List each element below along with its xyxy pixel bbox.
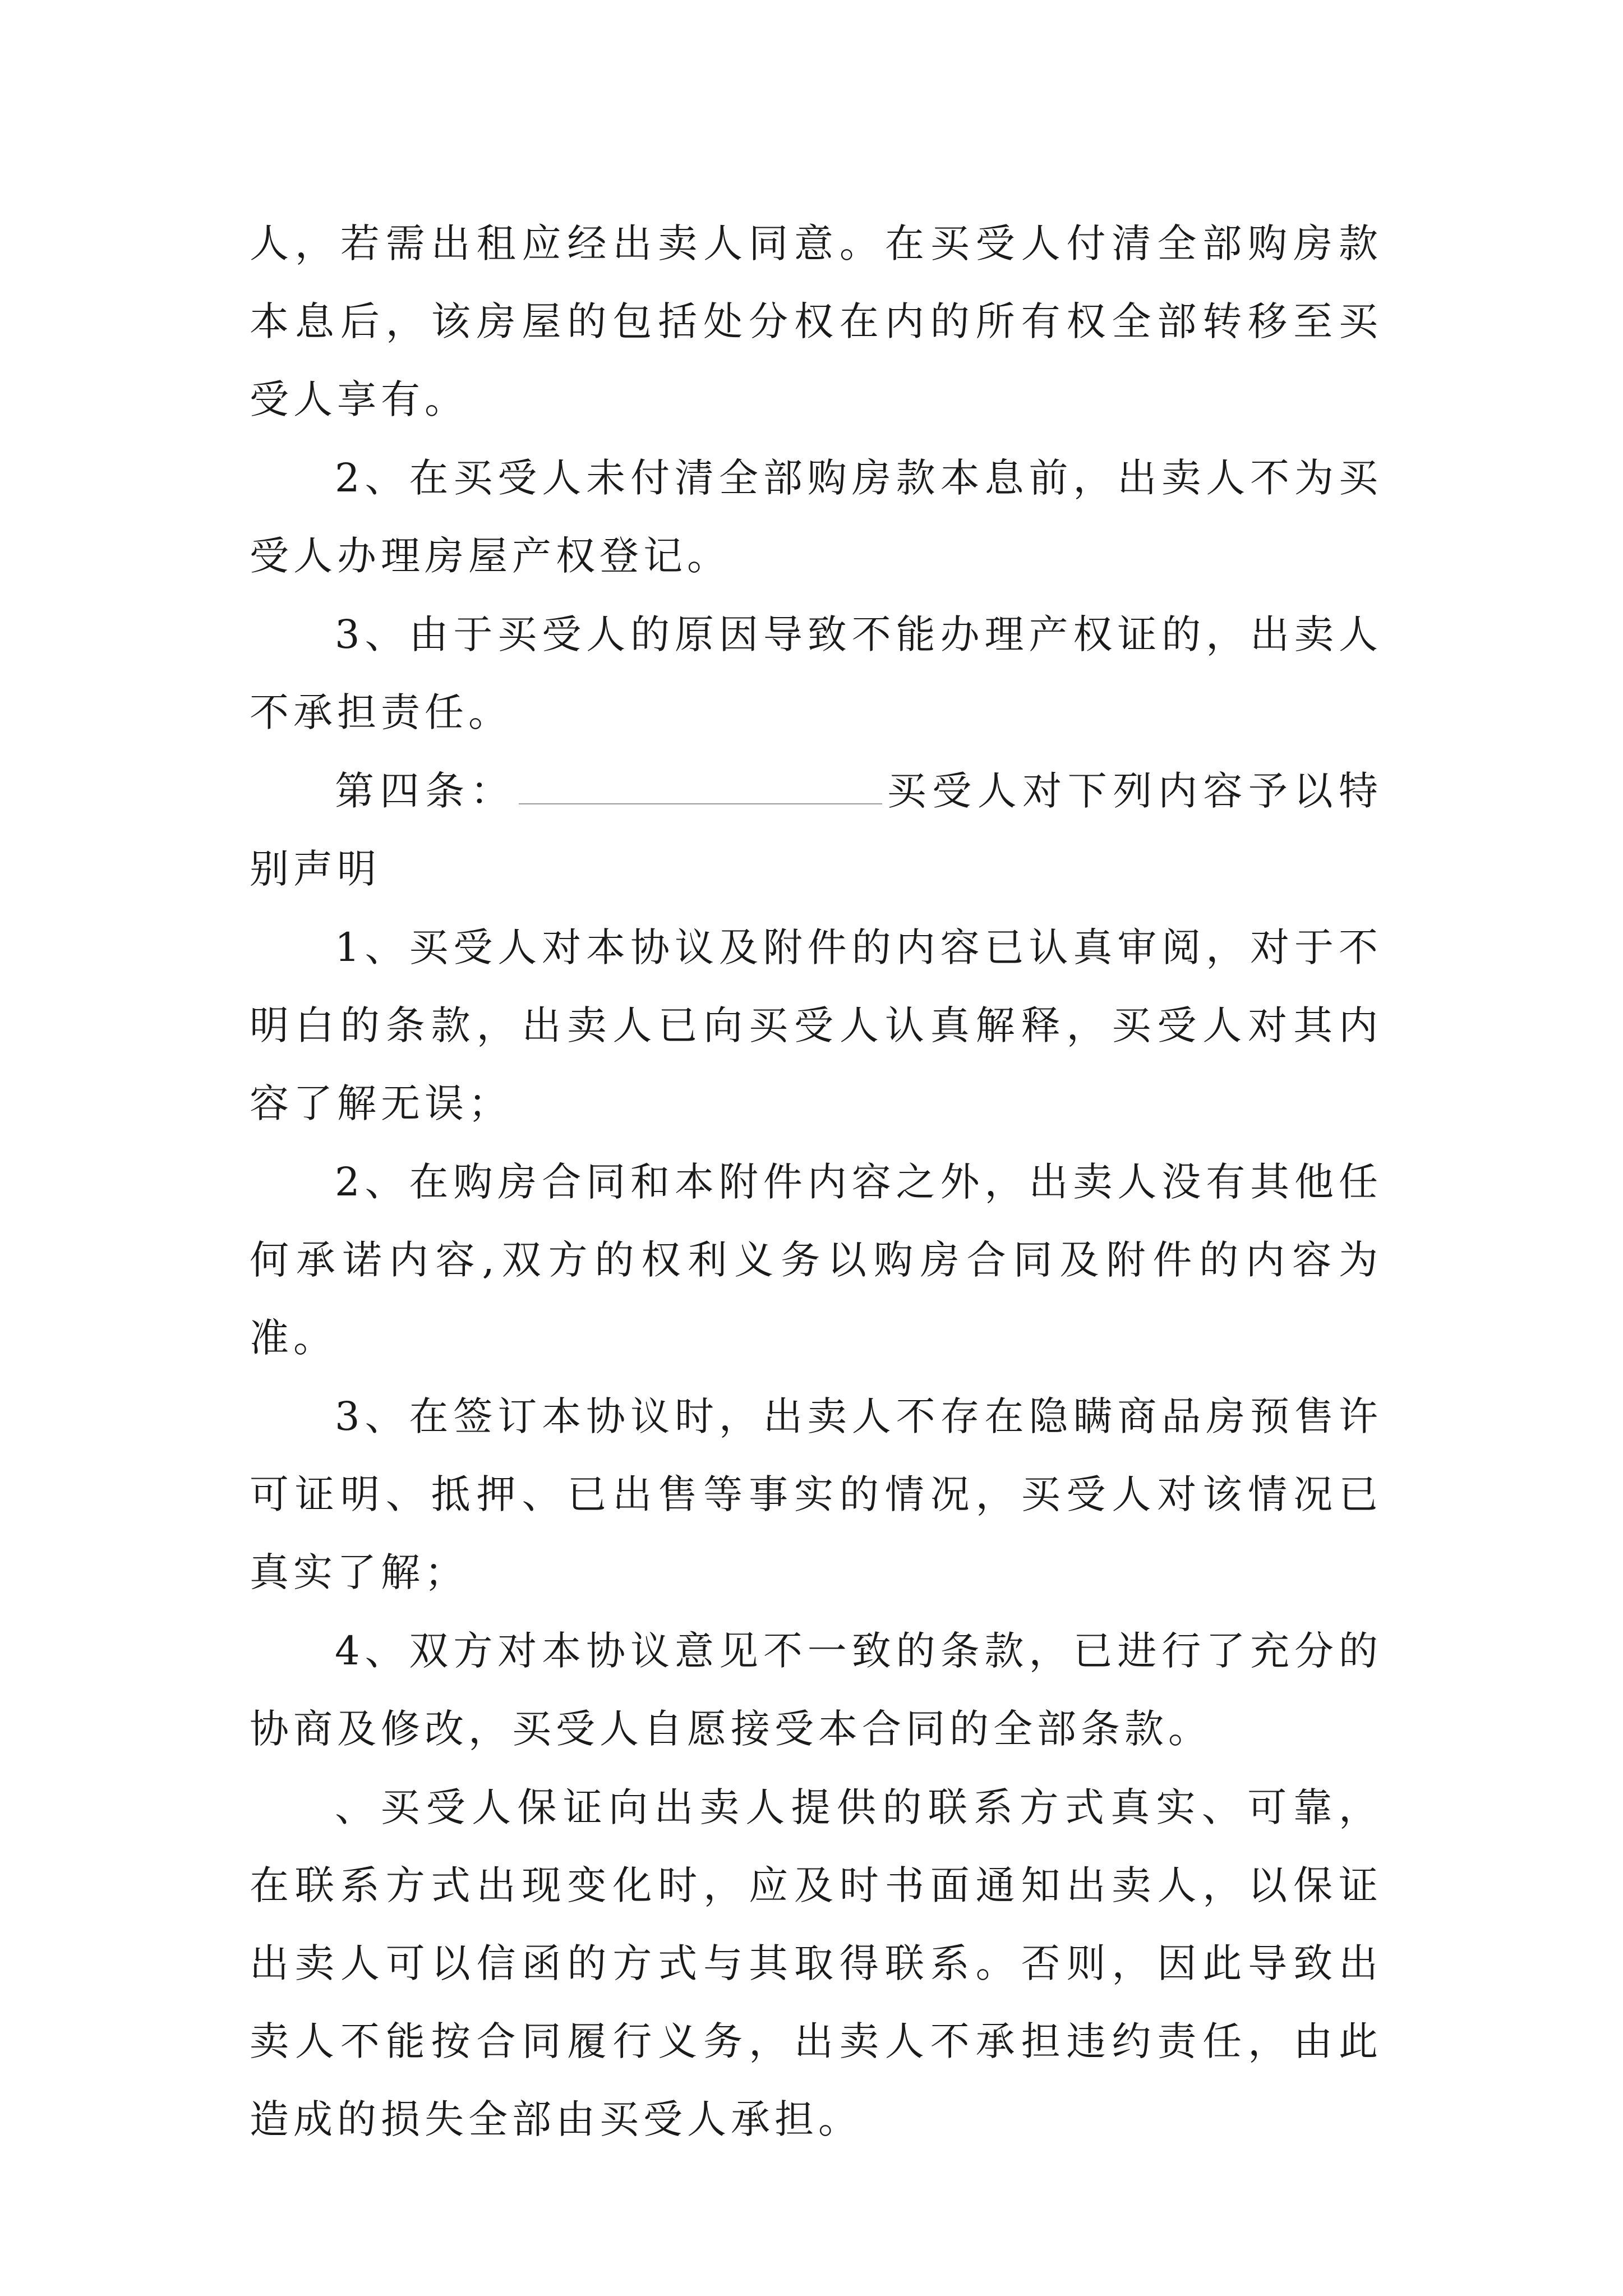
paragraph-1: 人，若需出租应经出卖人同意。在买受人付清全部购房款本息后，该房屋的包括处分权在内的所有权全部转移至买受人享有。 bbox=[250, 220, 1382, 422]
fill-in-blank bbox=[519, 764, 882, 804]
paragraph-3: 3、由于买受人的原因导致不能办理产权证的，出卖人不承担责任。 bbox=[250, 611, 1382, 735]
paragraph-7: 3、在签订本协议时，出卖人不存在隐瞒商品房预售许可证明、抵押、已出售等事实的情况，买受人对该情况已真实了解； bbox=[250, 1393, 1382, 1595]
article-4-suffix: 买受人对下列内容予以特别声明 bbox=[250, 768, 1383, 892]
paragraph-8: 4、双方对本协议意见不一致的条款，已进行了充分的协商及修改，买受人自愿接受本合同的全部条款。 bbox=[250, 1628, 1382, 1752]
paragraph-9: 、买受人保证向出卖人提供的联系方式真实、可靠，在联系方式出现变化时，应及时书面通知出卖人，以保证出卖人可以信函的方式与其取得联系。否则，因此导致出卖人不能按合同履行义务，出卖人不承担违约责任，由此造成的损失全部由买受人承担。 bbox=[250, 1784, 1382, 2142]
article-4-heading bbox=[250, 752, 1382, 908]
paragraph-5: 1、买受人对本协议及附件的内容已认真审阅，对于不明白的条款，出卖人已向买受人认真解释，买受人对其内容了解无误； bbox=[250, 924, 1382, 1126]
paragraph-2: 2、在买受人未付清全部购房款本息前，出卖人不为买受人办理房屋产权登记。 bbox=[250, 455, 1382, 579]
article-4-prefix: 第四条： bbox=[335, 768, 516, 814]
paragraph-6: 2、在购房合同和本附件内容之外，出卖人没有其他任何承诺内容,双方的权利义务以购房合同及附件的内容为准。 bbox=[250, 1159, 1382, 1361]
document-body bbox=[250, 205, 1382, 2159]
